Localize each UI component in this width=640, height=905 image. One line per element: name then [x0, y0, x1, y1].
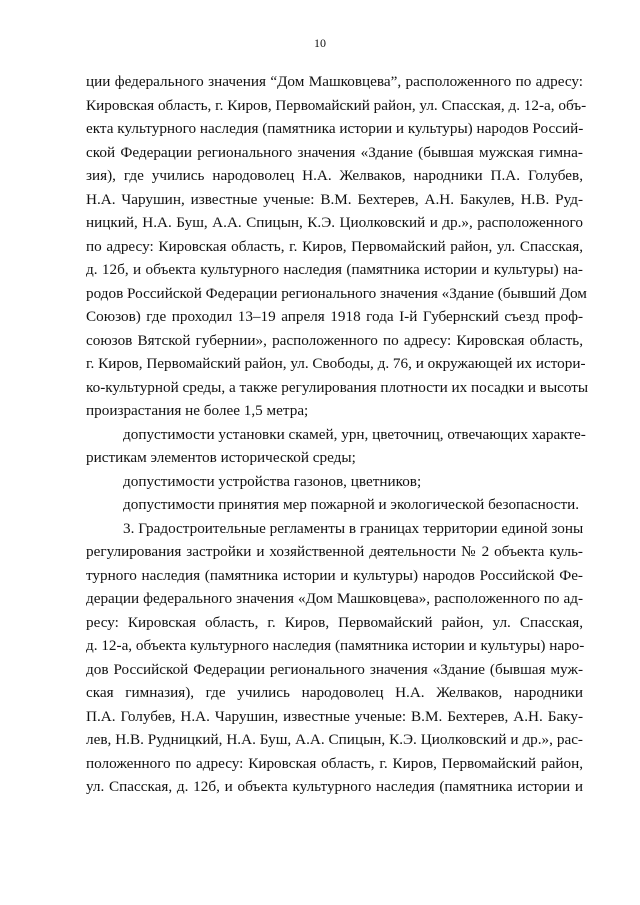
text-line: допустимости установки скамей, урн, цветочниц, отвечающих характе- — [123, 425, 586, 443]
text-line: ул. Спасская, д. 12б, и объекта культурного наследия (памятника истории и — [86, 778, 583, 795]
text-line: союзов Вятской губернии», расположенного по адресу: Кировская область, — [86, 331, 583, 349]
text-line: ницкий, Н.А. Буш, А.А. Спицын, К.Э. Циолковский и др.», расположенного — [86, 214, 583, 231]
text-line: дерации федерального значения «Дом Машковцева», расположенного по ад- — [86, 590, 583, 607]
text-line: ской Федерации регионального значения «Здание (бывшая мужская гимна- — [86, 143, 583, 161]
text-line: лев, Н.В. Рудницкий, Н.А. Буш, А.А. Спицын, К.Э. Циолковский и др.», рас- — [86, 731, 583, 748]
text-line: произрастания не более 1,5 метра; — [86, 402, 309, 419]
text-line: ская гимназия), где учились народоволец Н.А. Желваков, народники — [86, 684, 583, 701]
text-line: турного наследия (памятника истории и культуры) народов Российской Фе- — [86, 566, 583, 584]
text-line: Н.А. Чарушин, известные ученые: В.М. Бехтерев, А.Н. Бакулев, Н.В. Руд- — [86, 190, 583, 208]
text-line: регулирования застройки и хозяйственной деятельности № 2 объекта куль- — [86, 543, 583, 560]
text-line: П.А. Голубев, Н.А. Чарушин, известные ученые: В.М. Бехтерев, А.Н. Баку- — [86, 707, 583, 725]
text-line: положенного по адресу: Кировская область, г. Киров, Первомайский район, — [86, 754, 583, 772]
text-line: родов Российской Федерации регионального значения «Здание (бывший Дом — [86, 284, 587, 302]
text-line: Кировская область, г. Киров, Первомайский район, ул. Спасская, д. 12-а, объ- — [86, 96, 587, 114]
text-line: зия), где учились народоволец Н.А. Желваков, народники П.А. Голубев, — [86, 167, 583, 184]
text-line: г. Киров, Первомайский район, ул. Свободы, д. 76, и окружающей их истори- — [86, 355, 586, 372]
text-line: допустимости устройства газонов, цветников; — [123, 472, 422, 490]
page-number: 10 — [314, 36, 326, 50]
text-line: Союзов) где проходил 13–19 апреля 1918 года I-й Губернский съезд проф- — [86, 308, 583, 325]
text-line: екта культурного наследия (памятника истории и культуры) народов Россий- — [86, 120, 584, 137]
text-line: дов Российской Федерации регионального значения «Здание (бывшая муж- — [86, 660, 583, 678]
text-line: ко-культурной среды, а также регулирования плотности их посадки и высоты — [86, 378, 589, 396]
text-line: ции федерального значения “Дом Машковцева”, расположенного по адресу: — [86, 73, 583, 90]
text-line: допустимости принятия мер пожарной и экологической безопасности. — [123, 496, 580, 513]
text-line: ресу: Кировская область, г. Киров, Первомайский район, ул. Спасская, — [86, 613, 583, 631]
body-text — [86, 70, 589, 799]
text-line: ристикам элементов исторической среды; — [86, 449, 356, 466]
text-line: д. 12б, и объекта культурного наследия (памятника истории и культуры) на- — [86, 261, 583, 278]
text-line: д. 12-а, объекта культурного наследия (памятника истории и культуры) наро- — [86, 637, 585, 654]
text-line: по адресу: Кировская область, г. Киров, Первомайский район, ул. Спасская, — [86, 237, 583, 255]
text-line: 3. Градостроительные регламенты в границах территории единой зоны — [123, 519, 584, 537]
